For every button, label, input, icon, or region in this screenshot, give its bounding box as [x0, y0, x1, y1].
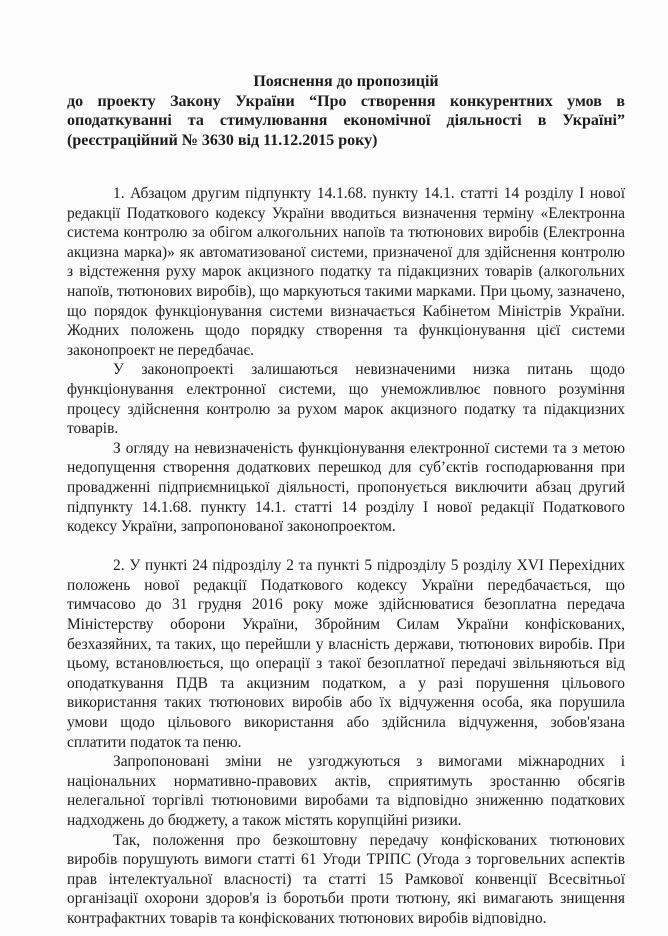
- document-title: Пояснення до пропозицій: [253, 73, 439, 90]
- registration-number: (реєстраційний № 3630 від 11.12.2015 року): [67, 131, 378, 149]
- paragraph-undefined-issues: У законопроекті залишаються невизначеними низка питань щодо функціонування електронної системи, що унеможливлює повного розуміння процесу здійснення контролю за рухом марок акцизного податку та підакцизних товарів.: [67, 361, 625, 438]
- subtitle-line: до проекту Закону України “Про створення конкурентних умов в: [67, 92, 625, 110]
- paragraph-2-free-transfer: 2. У пункті 24 підрозділу 2 та пункті 5 підрозділу 5 розділу XVI Перехідних положень нової редакції Податкового кодексу України передбачається, що тимчасово до 31 грудня 2016 року може здійснюватися безоплатна передача Міністерству оборони України, Збройним Силам України конфіскованих, безхазяйних, та таких, що перейшли у власність держави, тютюнових виробів. При цьому, встановлюється, що операції з такої безоплатної передачі звільняються від оподаткування ПДВ та акцизним податком, а у разі порушення цільового використання таких тютюнових виробів або їх відчуження особа, яка порушила умови щодо цільового використання або здійснила відчуження, зобов'язана сплатити податок та пеню.: [67, 557, 625, 751]
- paragraph-trips-violation: Так, положення про безкоштовну передачу конфіскованих тютюнових виробів порушують вимоги статті 61 Угоди ТРІПС (Угода з торговельних аспектів прав інтелектуальної власності) та статті 15 Рамкової конвенції Всесвітньої організації охорони здоров'я із боротьби проти тютюну, які вимагають знищення контрафактних товарів та конфіскованих тютюнових виробів відповідно.: [67, 831, 625, 927]
- paragraph-proposal-exclude: З огляду на невизначеність функціонування електронної системи та з метою недопущення створення додаткових перешкод для суб’єктів господарювання при провадженні підприємницької діяльності, пропонується виключити абзац другий підпункту 14.1.68. пункту 14.1. статті 14 розділу І нової редакції Податкового кодексу України, запропонованої законопроектом.: [67, 439, 625, 536]
- document-body: [67, 184, 625, 929]
- paragraph-1-electronic-system: 1. Абзацом другим підпункту 14.1.68. пункту 14.1. статті 14 розділу І нової редакції Податкового кодексу України вводиться визначення терміну «Електронна система контролю за обігом алкогольних напоїв та тютюнових виробів (Електронна акцизна марка)» як автоматизованої системи, призначеної для здійснення контролю з відстеження руху марок акцизного податку та підакцизних товарів (алкогольних напоїв, тютюнових виробів), що маркуються такими марками. При цьому, зазначено, що порядок функціонування системи визначається Кабінетом Міністрів України. Жодних положень щодо порядку створення та функціонування цієї системи законопроект не передбачає.: [67, 185, 625, 359]
- paragraph-inconsistency: Запропоновані зміни не узгоджуються з вимогами міжнародних і національних нормативно-правових актів, сприятимуть зростанню обсягів нелегальної торгівлі тютюновими виробами та відповідно зниженню податкових надходжень до бюджету, а також містять корупційні ризики.: [67, 753, 625, 829]
- subtitle-line: оподаткуванні та стимулювання економічної діяльності в Україні”: [67, 112, 625, 129]
- document-heading: [67, 72, 625, 150]
